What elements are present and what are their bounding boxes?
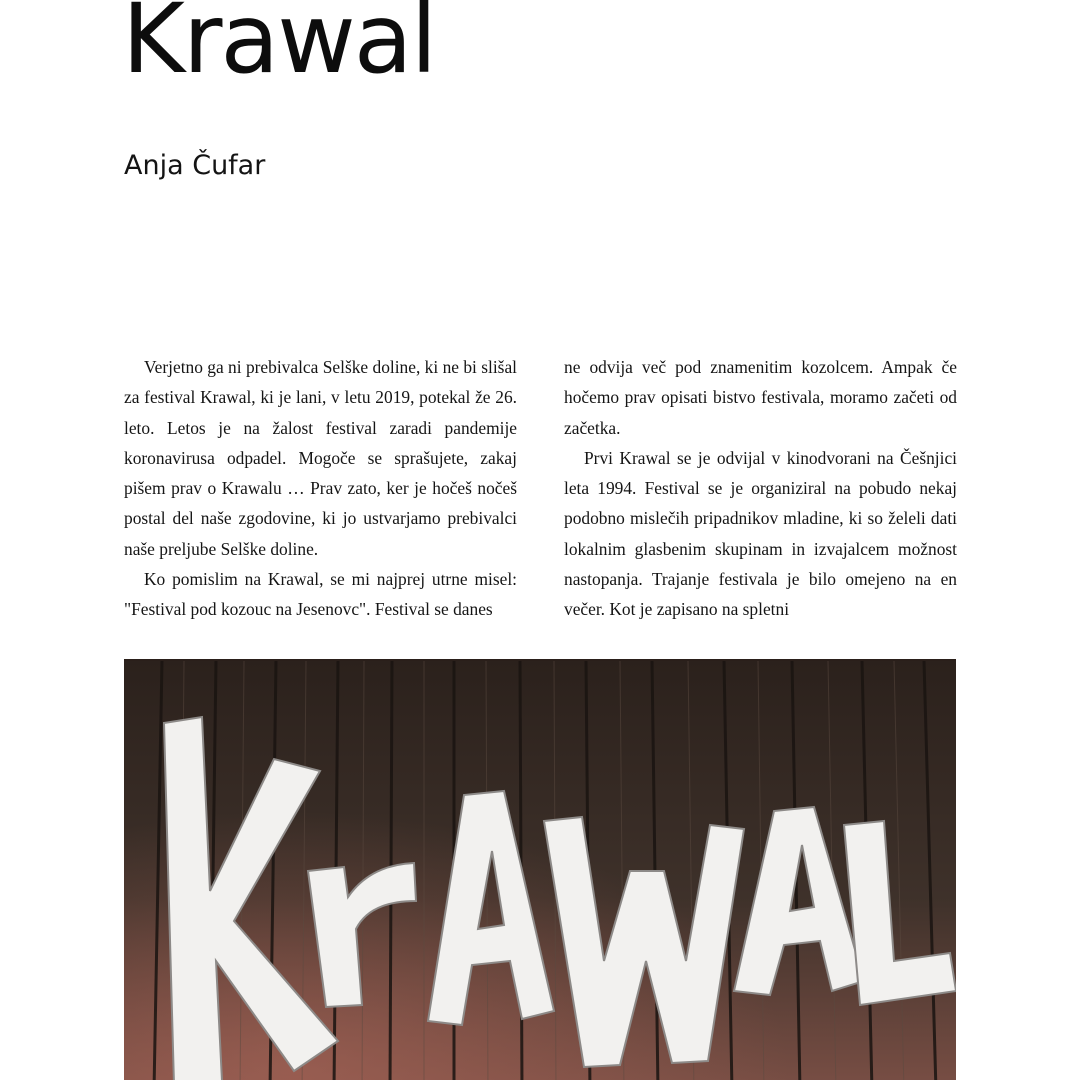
photo-illustration [124, 661, 956, 1080]
paragraph: Verjetno ga ni prebivalca Selške doline, ki ne bi slišal za festival Krawal, ki je lani, v letu 2019, potekal že 26. leto. Letos je na žalost festival zaradi pandemije koronavirusa odpadel. Mogoče se sprašujete, zakaj pišem prav o Krawalu … Prav zato, ker je hočeš nočeš postal del naše zgodovine, ki jo ustvarjamo prebivalci naše preljube Selške doline. [124, 357, 517, 559]
paragraph: Ko pomislim na Krawal, se mi najprej utrne misel: "Festival pod kozouc na Jesenovc". Festival se danes [124, 569, 517, 620]
paragraph: Prvi Krawal se je odvijal v kinodvorani na Češnjici leta 1994. Festival se je organiziral na pobudo nekaj podobno mislečih pripadnikov mladine, ki so želeli dati lokalnim glasbenim skupinam in izvajalcem možnost nastopanja. Trajanje festivala je bilo omejeno na en večer. Kot je zapisano na spletni [564, 447, 957, 620]
paragraph: ne odvija več pod znamenitim kozolcem. Ampak če hočemo prav opisati bistvo festivala, moramo začeti od začetka. [564, 357, 957, 438]
krawal-sign-photo [124, 659, 956, 1080]
text-column-right [564, 352, 957, 625]
article-title: Krawal [122, 0, 436, 95]
article-author: Anja Čufar [124, 150, 266, 181]
text-column-left [124, 352, 517, 625]
